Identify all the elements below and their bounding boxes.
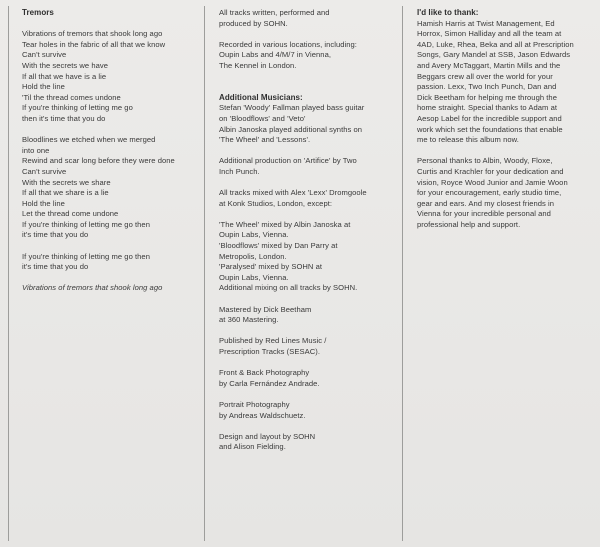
credits-mastering: Mastered by Dick Beetham at 360 Mastering.: [219, 304, 312, 325]
lyrics-column: [22, 8, 200, 294]
credits-production: Additional production on 'Artifice' by Two Inch Punch.: [219, 156, 357, 176]
lyric-line: With the secrets we have: [22, 60, 109, 70]
lyric-line: into one: [22, 145, 50, 155]
lyric-line: Rewind and scar long before they were done: [22, 156, 175, 166]
thanks-paragraph-1: Hamish Harris at Twist Management, Ed Horrox, Simon Halliday and all the team at 4AD, Luke, Rhea, Beka and all at Prescription Songs, Gary Mandel at SSB, Jason Edwards and Avery McTaggart, Martin Mills and the Beggars crew all over the world for your passion. Lexx, Two Inch Punch, Dan and Dick Beetham for helping me through the home straight. Special thanks to Adam at Aesop Label for the incredible support and work which set the foundations that enable me to release this album now.: [417, 18, 574, 145]
lyric-line: If you're thinking of letting me go then: [22, 251, 150, 261]
credits-column: [219, 8, 399, 453]
lyric-line: it's time that you do: [22, 230, 89, 240]
column-divider-2: [402, 6, 403, 541]
lyric-line: Let the thread come undone: [22, 209, 119, 219]
credits-written: All tracks written, performed and produced by SOHN.: [219, 8, 330, 28]
credits-photography: Front & Back Photography by Carla Fernández Andrade.: [219, 368, 320, 388]
lyric-line: Hold the line: [22, 198, 65, 208]
lyric-line: then it's time that you do: [22, 113, 106, 123]
thanks-paragraph-2: Personal thanks to Albin, Woody, Floxe, Curtis and Krachler for your dedication and vision, Royce Wood Junior and Jamie Woon for your encouragement, early studio time, gear and ears. And my closest friends in Vienna for your incredible personal and professional help and support.: [417, 156, 568, 229]
thanks-column: [417, 8, 597, 230]
verse-3: [22, 252, 200, 273]
lyric-line: Can't survive: [22, 166, 67, 176]
verse-2: [22, 135, 200, 241]
lyric-line: If you're thinking of letting me go then: [22, 219, 150, 229]
verse-1: [22, 29, 200, 124]
credits-portrait-photography: Portrait Photography by Andreas Waldschuetz.: [219, 399, 306, 420]
lyric-line: it's time that you do: [22, 262, 89, 272]
credits-mixing: All tracks mixed with Alex 'Lexx' Dromgoole at Konk Studios, London, except:: [219, 188, 367, 208]
lyric-line: Can't survive: [22, 50, 67, 60]
column-divider-left: [8, 6, 9, 541]
lyric-line: Tear holes in the fabric of all that we know: [22, 39, 166, 49]
lyric-line: If all that we share is a lie: [22, 188, 109, 198]
thanks-heading: I'd like to thank:: [417, 8, 479, 17]
song-title: Tremors: [22, 8, 54, 17]
credits-publishing: Published by Red Lines Music / Prescription Tracks (SESAC).: [219, 336, 327, 356]
lyric-line: If you're thinking of letting me go: [22, 103, 133, 113]
credits-mixing-exceptions: 'The Wheel' mixed by Albin Janoska at Oupin Labs, Vienna. 'Bloodflows' mixed by Dan Parry at Metropolis, London. 'Paralysed' mixed by SOHN at Oupin Labs, Vienna. Additional mixing on all tracks by SOHN.: [219, 219, 358, 293]
lyric-line: If all that we have is a lie: [22, 71, 107, 81]
lyric-line: Hold the line: [22, 82, 65, 92]
lyric-line: Bloodlines we etched when we merged: [22, 135, 156, 145]
credits-design: Design and layout by SOHN and Alison Fielding.: [219, 431, 316, 452]
column-divider-1: [204, 6, 205, 541]
lyric-line: With the secrets we share: [22, 177, 111, 187]
musicians-heading: Additional Musicians:: [219, 92, 303, 102]
lyric-line: 'Til the thread comes undone: [22, 92, 121, 102]
credits-recorded: Recorded in various locations, including: Oupin Labs and 4/M/7 in Vienna, The Kennel in London.: [219, 39, 357, 70]
credits-musicians: Stefan 'Woody' Fallman played bass guitar on 'Bloodflows' and 'Veto' Albin Janoska played additional synths on 'The Wheel' and 'Lessons'.: [219, 103, 365, 145]
lyric-line: Vibrations of tremors that shook long ago: [22, 29, 163, 39]
lyric-outro: Vibrations of tremors that shook long ago: [22, 283, 163, 293]
